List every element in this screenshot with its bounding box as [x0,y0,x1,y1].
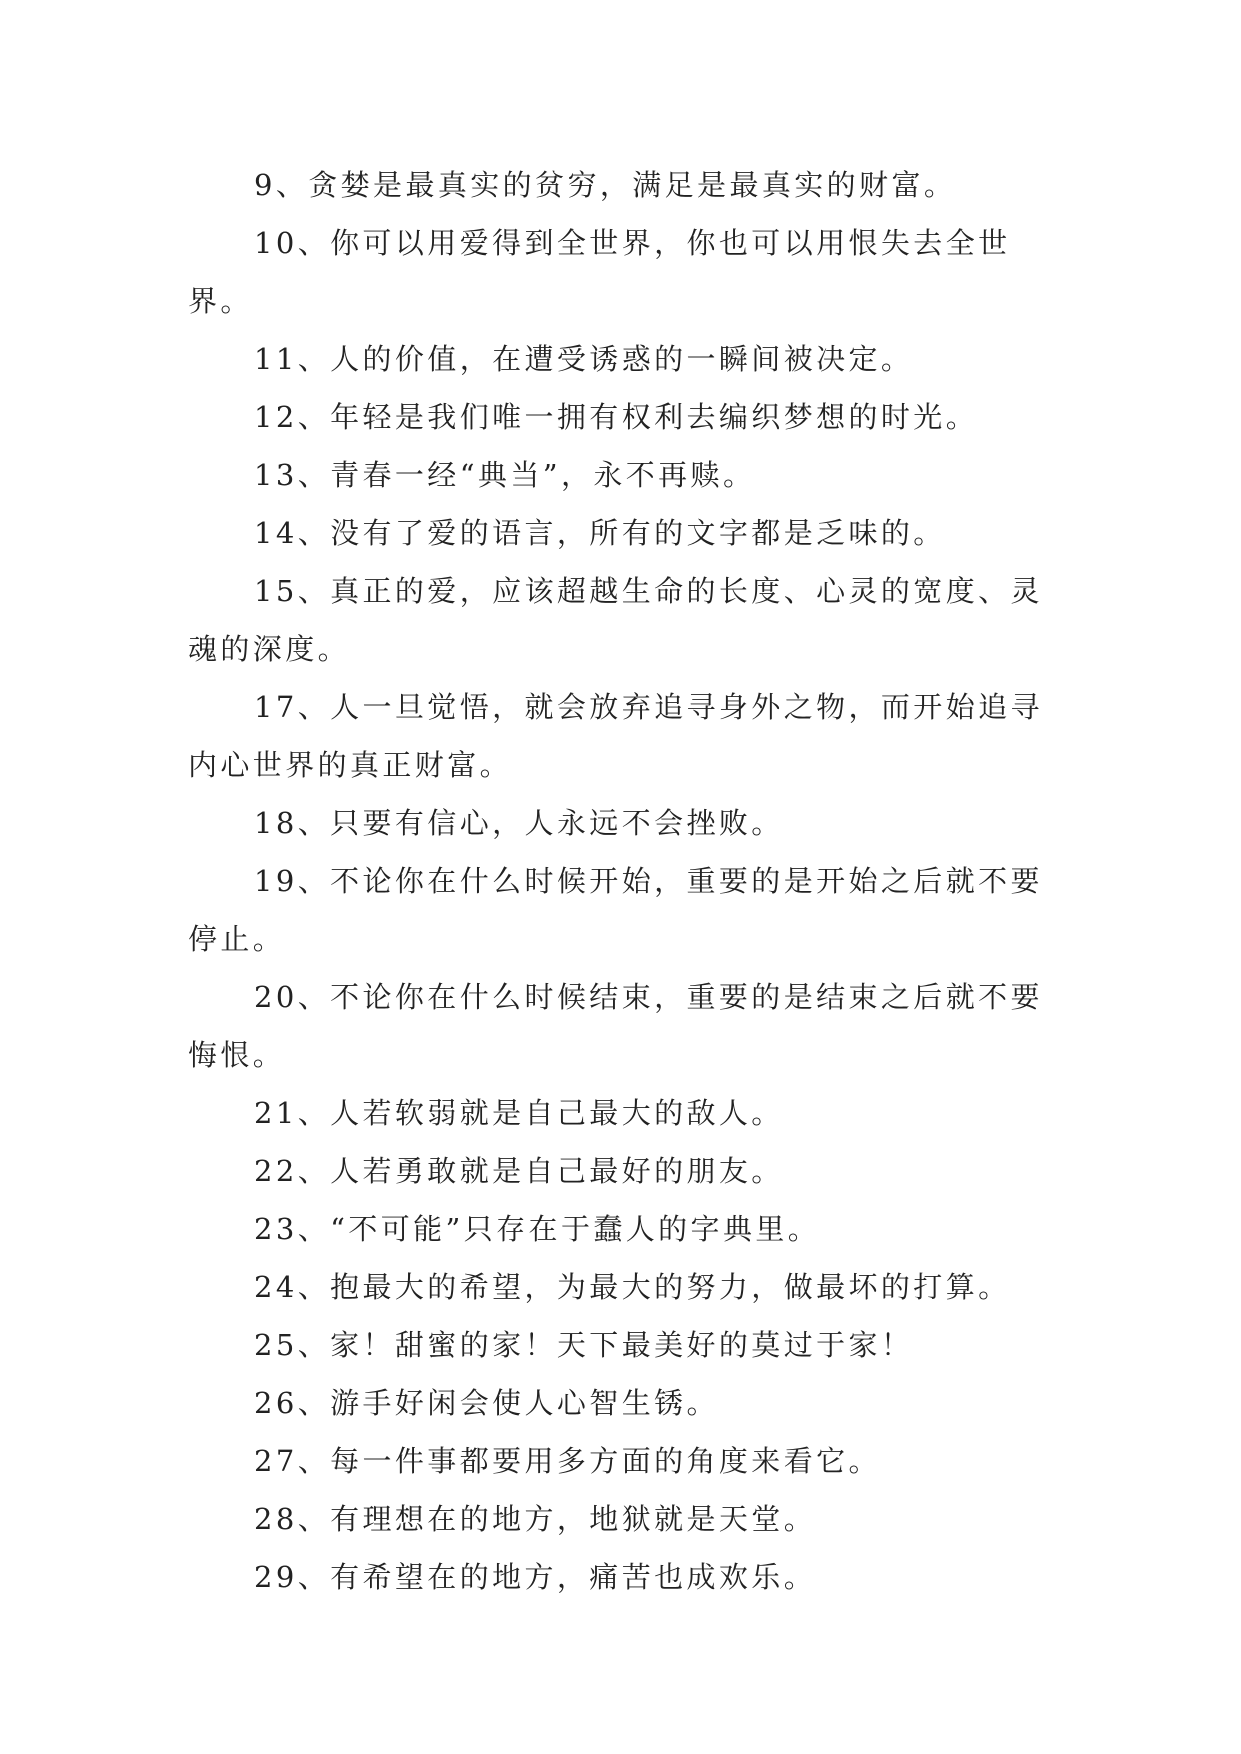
document-body [188,156,1058,1606]
paragraph: 27、每一件事都要用多方面的角度来看它。 [254,1444,881,1478]
paragraph: 10、你可以用爱得到全世界，你也可以用恨失去全世界。 [188,226,1011,318]
paragraph: 29、有希望在的地方，痛苦也成欢乐。 [254,1560,817,1594]
paragraph: 23、“不可能”只存在于蠢人的字典里。 [254,1212,821,1246]
paragraph: 22、人若勇敢就是自己最好的朋友。 [254,1154,784,1188]
paragraph: 19、不论你在什么时候开始，重要的是开始之后就不要停止。 [188,864,1043,956]
paragraph: 21、人若软弱就是自己最大的敌人。 [254,1096,784,1130]
paragraph: 13、青春一经“典当”，永不再赎。 [254,458,756,492]
paragraph: 20、不论你在什么时候结束，重要的是结束之后就不要悔恨。 [188,980,1043,1072]
paragraph: 17、人一旦觉悟，就会放弃追寻身外之物，而开始追寻内心世界的真正财富。 [188,690,1043,782]
paragraph: 9、贪婪是最真实的贫穷，满足是最真实的财富。 [254,168,957,202]
paragraph: 15、真正的爱，应该超越生命的长度、心灵的宽度、灵魂的深度。 [188,574,1043,666]
paragraph: 24、抱最大的希望，为最大的努力，做最坏的打算。 [254,1270,1011,1304]
paragraph: 14、没有了爱的语言，所有的文字都是乏味的。 [254,516,946,550]
paragraph: 18、只要有信心，人永远不会挫败。 [254,806,784,840]
paragraph: 12、年轻是我们唯一拥有权利去编织梦想的时光。 [254,400,979,434]
paragraph: 25、家！甜蜜的家！天下最美好的莫过于家！ [254,1328,914,1362]
paragraph: 26、游手好闲会使人心智生锈。 [254,1386,719,1420]
paragraph: 28、有理想在的地方，地狱就是天堂。 [254,1502,817,1536]
paragraph: 11、人的价值，在遭受诱惑的一瞬间被决定。 [254,342,914,376]
